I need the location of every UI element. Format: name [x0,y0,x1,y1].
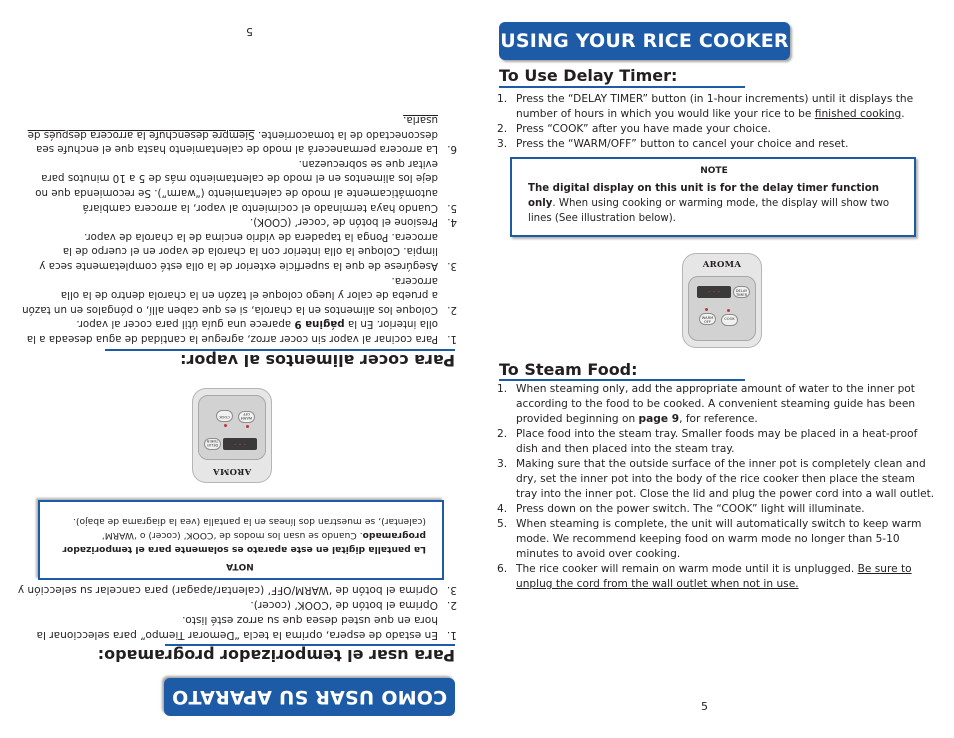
cook-indicator-light [727,309,730,312]
page-banner: COMO USAR SU APARATO [164,678,455,716]
title-rule [499,86,745,88]
warm-off-button: WARM OFF [699,313,716,325]
list-item: 1. Para cocinar al vapor sin cocer arroz, agregue la cantidad de agua deseada a la olla interior. En la página 9 aparece una guía útil para cocer al vapor. [26,318,457,345]
note-heading: NOTA [226,561,254,571]
list-item: 2. Press “COOK” after you have made your choice. [497,123,771,135]
title-rule [165,644,455,646]
steam-steps [497,382,937,592]
list-item: 1. Press the “DELAY TIMER” button (in 1-hour increments) until it displays the number of hours in which you would like your rice to be finished cooking. [497,93,914,120]
delay-timer-button: DELAY TIMER [204,438,221,450]
control-panel-illustration [682,253,762,348]
aroma-logo: AROMA [702,260,742,270]
delay-timer-title: Para usar el temporizador programado: [97,646,455,665]
title-rule [105,349,455,351]
steam-food-title: Para cocer alimentos al vapor: [180,351,455,370]
list-item: 3. Asegúrese de que la superficie exterior de la olla esté completamente seca y limpia. Coloque la olla interior con la charola de vapor en el cuerpo de la arrocera. Ponga la tapadera de vidrio encima de la charola de vapor. [39,230,457,273]
list-item: 2. Oprima el botón de ‘COOK’ (cocer). [250,599,457,611]
cook-indicator-light [224,424,227,427]
cook-button: COOK [216,410,233,422]
digital-display: - - - [223,438,257,450]
steam-steps [17,113,457,347]
note-heading: NOTE [700,166,728,176]
list-item: 3. Making sure that the outside surface of the inner pot is completely clean and dry, set the inner pot into the body of the rice cooker then place the steam tray into the inner pot. Close the lid and plug the power cord into a wall outlet. [497,458,935,500]
page-number: 5 [246,25,253,38]
note-text: La pantalla digital en este aparato es solamente para el temporizador programado. Cuando se usan los modos de ‘COOK’ (cocer) o ‘WARM’ (calentar), se muestran dos líneas en la pantalla (vea la diagrama de abajo). [62,516,426,555]
list-item: 1. When steaming only, add the appropriate amount of water to the inner pot according to the food to be cooked. A convenient steaming guide has been provided beginning on page 9, for reference. [497,383,916,425]
cook-button: COOK [721,314,738,326]
note-text: The digital display on this unit is for the delay timer function only. When using cooking or warming mode, the display will show two lines (See illustration below). [528,183,890,224]
delay-timer-title: To Use Delay Timer: [499,66,678,85]
list-item: 3. Press the “WARM/OFF” button to cancel your choice and reset. [497,138,849,150]
note-box [38,500,444,580]
delay-timer-button: DELAY TIMER [733,286,750,298]
page-number: 5 [701,700,708,713]
english-page [477,0,954,738]
list-item: 4. Press down on the power switch. The “COOK” light will illuminate. [497,503,865,515]
list-item: 3. Oprima el botón de ‘WARM/OFF’ (calentar/apagar) para cancelar su selección y [17,584,457,596]
list-item: 6. The rice cooker will remain on warm mode until it is unplugged. Be sure to unplug the cord from the wall outlet when not in use. [497,563,912,590]
list-item: 1. En estado de espera, oprima la tecla “Demorar Tiempo” para seleccionar la hora en que usted desea que su arroz esté listo. [36,614,457,641]
list-item: 5. When steaming is complete, the unit will automatically switch to keep warm mode. We recommend keeping food on warm mode no longer than 5-10 minutes to avoid over cooking. [497,518,922,560]
list-item: 5. Cuando haya terminado el cocimiento al vapor, la arrocera cambiará automáticamente al modo de calentamiento (“warm”). Se recomienda que no deje los alimentos en el modo de calentamiento más de 5 a 10 minutos para evitar que se sobrecuezan. [35,157,457,214]
digital-display: - - - [697,286,731,298]
warm-indicator-light [246,425,249,428]
list-item: 4. Presione el botón de ‘cocer’ (COOK). [249,216,457,229]
list-item: 2. Place food into the steam tray. Smaller foods may be placed in a heat-proof dish and then placed into the steam tray. [497,428,918,455]
list-item: 6. La arrocera permanecerá al modo de calentamiento hasta que el enchufe sea desconectado de la tomacorriente. Siempre desenchufe la arrocera después de usarla. [27,114,457,156]
warm-off-button: WARM OFF [238,411,255,423]
delay-steps [497,92,937,152]
list-item: 2. Coloque los alimentos en la charola, si es que caben allí, o póngalos en un tazón a prueba de calor y luego coloque el tazón en la charola dentro de la olla arrocera. [22,274,457,316]
note-box [510,157,916,237]
title-rule [499,379,745,381]
page-banner: USING YOUR RICE COOKER [499,22,790,60]
warm-indicator-light [705,308,708,311]
steam-food-title: To Steam Food: [499,360,638,379]
aroma-logo: AROMA [212,466,252,476]
control-panel-illustration [192,388,272,483]
